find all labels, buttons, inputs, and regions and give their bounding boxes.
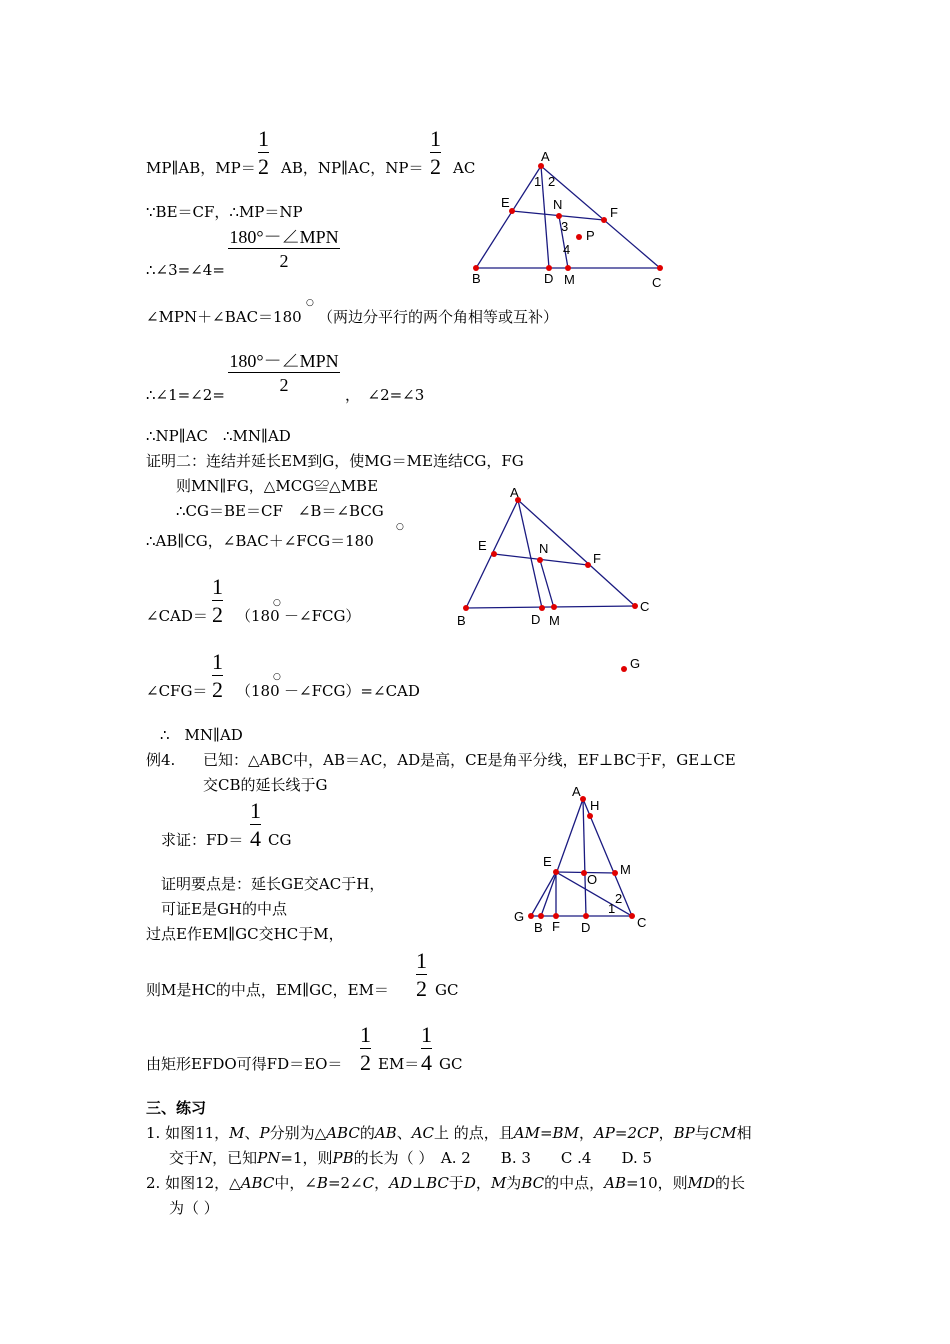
question-2-line-2: 为（ ） xyxy=(169,1199,219,1217)
fraction-quarter-1: 1 4 xyxy=(250,798,261,851)
text-line-18: 可证E是GH的中点 xyxy=(161,900,288,918)
point-a xyxy=(580,796,586,802)
segment-ad xyxy=(583,799,586,916)
degree-mark: ○ xyxy=(396,522,404,532)
label-g: G xyxy=(630,656,641,671)
label-h: H xyxy=(590,798,600,813)
point-m xyxy=(612,870,618,876)
text-line-4: ∠MPN＋∠BAC＝180 xyxy=(146,308,302,326)
fraction-half-4: 1 2 xyxy=(212,649,223,702)
question-1-line-1: 1. 如图11，M、P分别为△ABC的AB、AC上 的点，且AM=BM，AP=2CP，BP与CM相 xyxy=(146,1124,752,1142)
example-4-label: 例4. xyxy=(146,751,176,769)
fraction-half-3: 1 2 xyxy=(212,574,223,627)
fraction-half-2: 1 2 xyxy=(430,126,441,179)
text-line-12: ∠CFG＝ xyxy=(146,682,208,700)
degree-mark: ○ xyxy=(306,298,314,308)
text-line-9: ∴CG＝BE＝CF ∠B＝∠BCG xyxy=(176,502,384,520)
label-m: M xyxy=(620,862,631,877)
text-line-11b: （180 xyxy=(236,607,280,625)
fraction-mpn-2: 180°－∠MPN 2 xyxy=(229,351,339,395)
text-line-21c: GC xyxy=(439,1055,463,1073)
text-line-3: ∴∠3=∠4= xyxy=(146,261,225,279)
fraction-half-5: 1 2 xyxy=(416,948,427,1001)
fraction-half-6: 1 2 xyxy=(360,1022,371,1075)
text-line-20: 则M是HC的中点，EM∥GC，EM＝ xyxy=(146,981,389,999)
label-f: F xyxy=(593,551,601,566)
fraction-mpn-1: 180°－∠MPN 2 xyxy=(229,227,339,271)
label-n: N xyxy=(553,197,563,212)
text-line-21: 由矩形EFDO可得FD＝EO＝ xyxy=(146,1055,343,1073)
text-line-21b: EM＝ xyxy=(378,1055,420,1073)
label-g: G xyxy=(514,909,525,924)
label-a: A xyxy=(572,784,581,799)
text-line-14: 已知：△ABC中，AB＝AC，AD是高，CE是角平分线，EF⊥BC于F，GE⊥CE xyxy=(203,751,736,769)
fraction-quarter-2: 1 4 xyxy=(421,1022,432,1075)
degree-mark: ○ xyxy=(273,672,281,682)
label-f: F xyxy=(610,205,618,220)
text-line-13: ∴ MN∥AD xyxy=(160,726,243,744)
label-angle-2: 2 xyxy=(548,174,556,189)
label-c: C xyxy=(652,275,662,290)
text-line-10: ∴AB∥CG，∠BAC＋∠FCG＝180 xyxy=(146,532,374,550)
point-c xyxy=(629,913,635,919)
section-heading-practice: 三、练习 xyxy=(146,1099,207,1117)
text-line-16: 求证：FD＝ xyxy=(161,831,244,849)
label-b: B xyxy=(472,271,481,286)
text-line-1: MP∥AB，MP＝ xyxy=(146,159,256,177)
text-line-20b: GC xyxy=(435,981,459,999)
point-b xyxy=(538,913,544,919)
label-angle-1: 1 xyxy=(534,174,542,189)
text-line-5: ∴∠1=∠2= xyxy=(146,386,225,404)
label-b: B xyxy=(457,613,466,628)
text-line-12b: （180 xyxy=(236,682,280,700)
label-d: D xyxy=(531,612,541,627)
text-line-6: ∴NP∥AC ∴MN∥AD xyxy=(146,427,291,445)
label-f: F xyxy=(552,919,560,934)
text-line-17: 证明要点是：延长GE交AC于H， xyxy=(161,875,385,893)
point-d xyxy=(583,913,589,919)
label-c: C xyxy=(640,599,650,614)
degree-mark: ○ xyxy=(273,598,281,608)
point-h xyxy=(587,813,593,819)
fraction-half-1: 1 2 xyxy=(258,126,269,179)
text-line-15: 交CB的延长线于G xyxy=(203,776,328,794)
text-line-1b: AB，NP∥AC，NP＝ xyxy=(281,159,424,177)
label-angle-1: 1 xyxy=(608,901,616,916)
point-e xyxy=(553,869,559,875)
label-e: E xyxy=(501,195,510,210)
question-1-line-2: 交于N，已知PN=1，则PB的长为（ ） A. 2 B. 3 C .4 D. 5 xyxy=(169,1149,653,1167)
text-line-2: ∵BE＝CF，∴MP＝NP xyxy=(146,203,303,221)
label-angle-3: 3 xyxy=(561,219,569,234)
question-2-line-1: 2. 如图12，△ABC中，∠B=2∠C，AD⊥BC于D，M为BC的中点，AB=10，则MD的长 xyxy=(146,1174,746,1192)
text-line-11c: －∠FCG） xyxy=(284,607,361,625)
text-line-7: 证明二：连结并延长EM到G，使MG＝ME连结CG，FG xyxy=(146,452,524,470)
label-a: A xyxy=(510,485,519,500)
text-line-4b: （两边分平行的两个角相等或互补） xyxy=(318,308,559,326)
label-angle-2: 2 xyxy=(615,891,623,906)
label-d: D xyxy=(544,271,554,286)
label-p: P xyxy=(586,228,595,243)
label-a: A xyxy=(541,149,550,164)
point-g xyxy=(528,913,534,919)
label-e: E xyxy=(543,854,552,869)
text-line-8: 则MN∥FG，△MCG≌△MBE xyxy=(176,477,379,495)
label-n: N xyxy=(539,541,549,556)
label-e: E xyxy=(478,538,487,553)
text-line-16b: CG xyxy=(268,831,292,849)
text-line-5b: ， ∠2=∠3 xyxy=(345,386,425,404)
label-o: O xyxy=(587,872,598,887)
label-b: B xyxy=(534,920,543,935)
label-m: M xyxy=(549,613,560,628)
text-line-1c: AC xyxy=(453,159,476,177)
label-m: M xyxy=(564,272,575,287)
text-line-11: ∠CAD＝ xyxy=(146,607,208,625)
label-d: D xyxy=(581,920,591,935)
text-line-19: 过点E作EM∥GC交HC于M， xyxy=(146,925,344,943)
text-line-12c: －∠FCG）=∠CAD xyxy=(284,682,420,700)
label-c: C xyxy=(637,915,647,930)
label-angle-4: 4 xyxy=(563,242,571,257)
